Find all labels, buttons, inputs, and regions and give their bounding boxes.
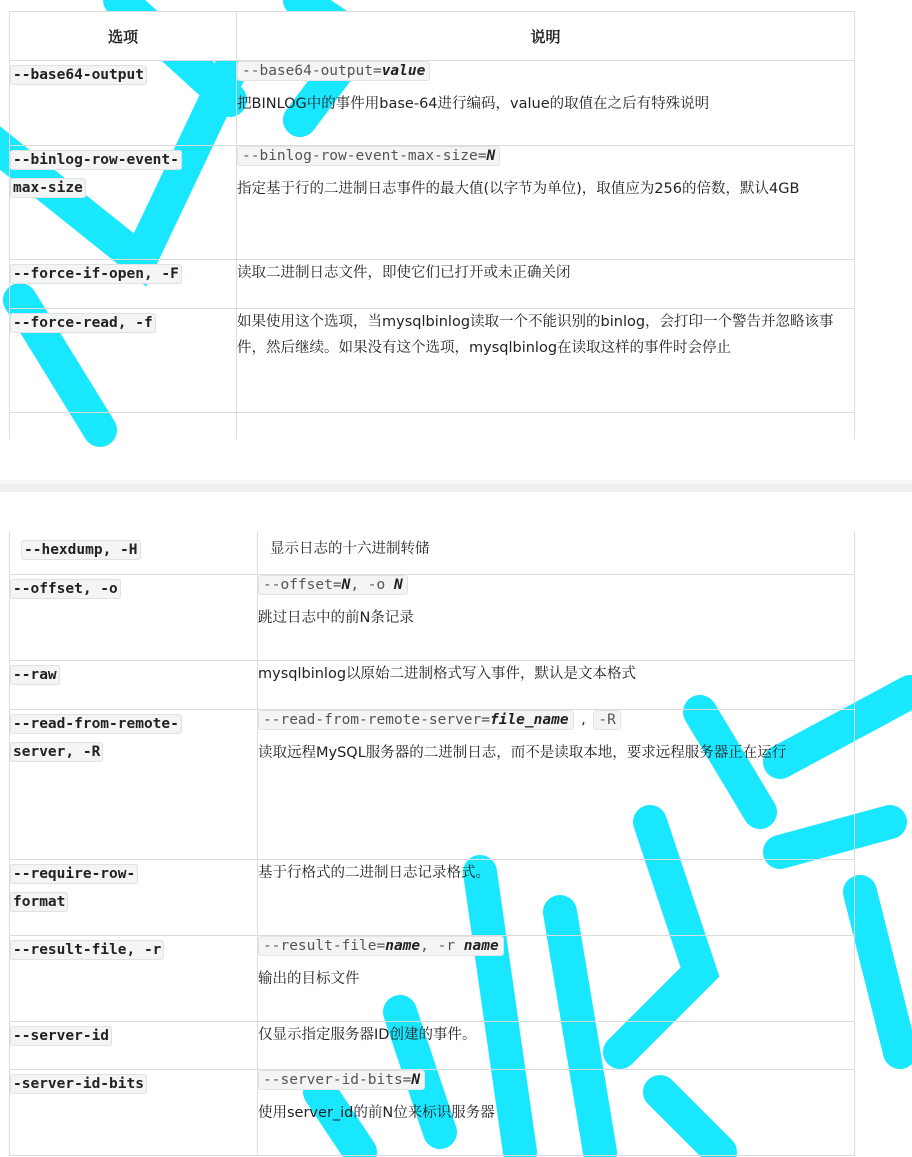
option-description: 读取二进制日志文件，即使它们已打开或未正确关闭 — [237, 265, 571, 281]
option-name: --result-file, -r — [10, 940, 164, 960]
option-name: --server-id — [10, 1026, 112, 1046]
syntax-alt: -R — [593, 710, 620, 730]
option-name: --base64-output — [10, 65, 147, 85]
syntax-code: --result-file=name, -r name — [258, 936, 504, 956]
option-name-cont: max-size — [10, 178, 86, 198]
option-name-cont: format — [10, 892, 68, 912]
table-row — [10, 1021, 855, 1069]
table-row-empty — [10, 413, 855, 439]
option-name: --offset, -o — [10, 579, 121, 599]
option-description: mysqlbinlog以原始二进制格式写入事件，默认是文本格式 — [258, 665, 637, 682]
option-name: --force-if-open, -F — [10, 264, 182, 284]
table-row — [10, 61, 855, 146]
syntax-code: --binlog-row-event-max-size=N — [237, 146, 500, 166]
syntax-code: --server-id-bits=N — [258, 1070, 425, 1090]
header-description: 说明 — [237, 12, 855, 61]
option-name: --hexdump, -H — [21, 540, 141, 560]
option-description: 基于行格式的二进制日志记录格式。 — [258, 864, 490, 881]
table-row — [10, 309, 855, 413]
option-description: 显示日志的十六进制转储 — [270, 541, 430, 557]
option-description: 如果使用这个选项，当mysqlbinlog读取一个不能识别的binlog，会打印一个警告并忽略该事件，然后继续。如果没有这个选项，mysqlbinlog在读取这样的事件时会停止 — [237, 314, 834, 356]
table-row — [10, 1069, 855, 1155]
option-description: 读取远程MySQL服务器的二进制日志，而不是读取本地，要求远程服务器正在运行 — [258, 744, 787, 761]
table-header — [10, 12, 855, 61]
option-name-cont: server, -R — [10, 742, 103, 762]
option-description: 把BINLOG中的事件用base-64进行编码，value的取值在之后有特殊说明 — [237, 96, 710, 112]
table-row — [10, 532, 855, 574]
table-row — [10, 260, 855, 309]
table-row — [10, 935, 855, 1021]
table-row — [10, 574, 855, 660]
option-description: 指定基于行的二进制日志事件的最大值(以字节为单位)，取值应为256的倍数，默认4GB — [237, 181, 800, 197]
page-divider — [0, 484, 912, 492]
syntax-separator: , — [581, 711, 586, 728]
table-row — [10, 146, 855, 260]
option-name: -server-id-bits — [10, 1074, 147, 1094]
option-description: 仅显示指定服务器ID创建的事件。 — [258, 1026, 477, 1043]
option-name: --force-read, -f — [10, 313, 156, 333]
option-name: --require-row- — [10, 864, 138, 884]
syntax-code: --offset=N, -o N — [258, 575, 408, 595]
table-row — [10, 859, 855, 935]
options-table-bottom — [9, 532, 855, 1156]
table-row — [10, 709, 855, 859]
syntax-code: --base64-output=value — [237, 61, 430, 81]
table-row — [10, 660, 855, 709]
option-description: 使用server_id的前N位来标识服务器 — [258, 1104, 495, 1121]
option-description: 跳过日志中的前N条记录 — [258, 609, 414, 626]
options-table-top — [9, 11, 855, 439]
option-name: --raw — [10, 665, 60, 685]
header-option: 选项 — [10, 12, 237, 61]
syntax-code: --read-from-remote-server=file_name — [258, 710, 574, 730]
option-name: --binlog-row-event- — [10, 150, 182, 170]
option-name: --read-from-remote- — [10, 714, 182, 734]
option-description: 输出的目标文件 — [258, 970, 360, 987]
